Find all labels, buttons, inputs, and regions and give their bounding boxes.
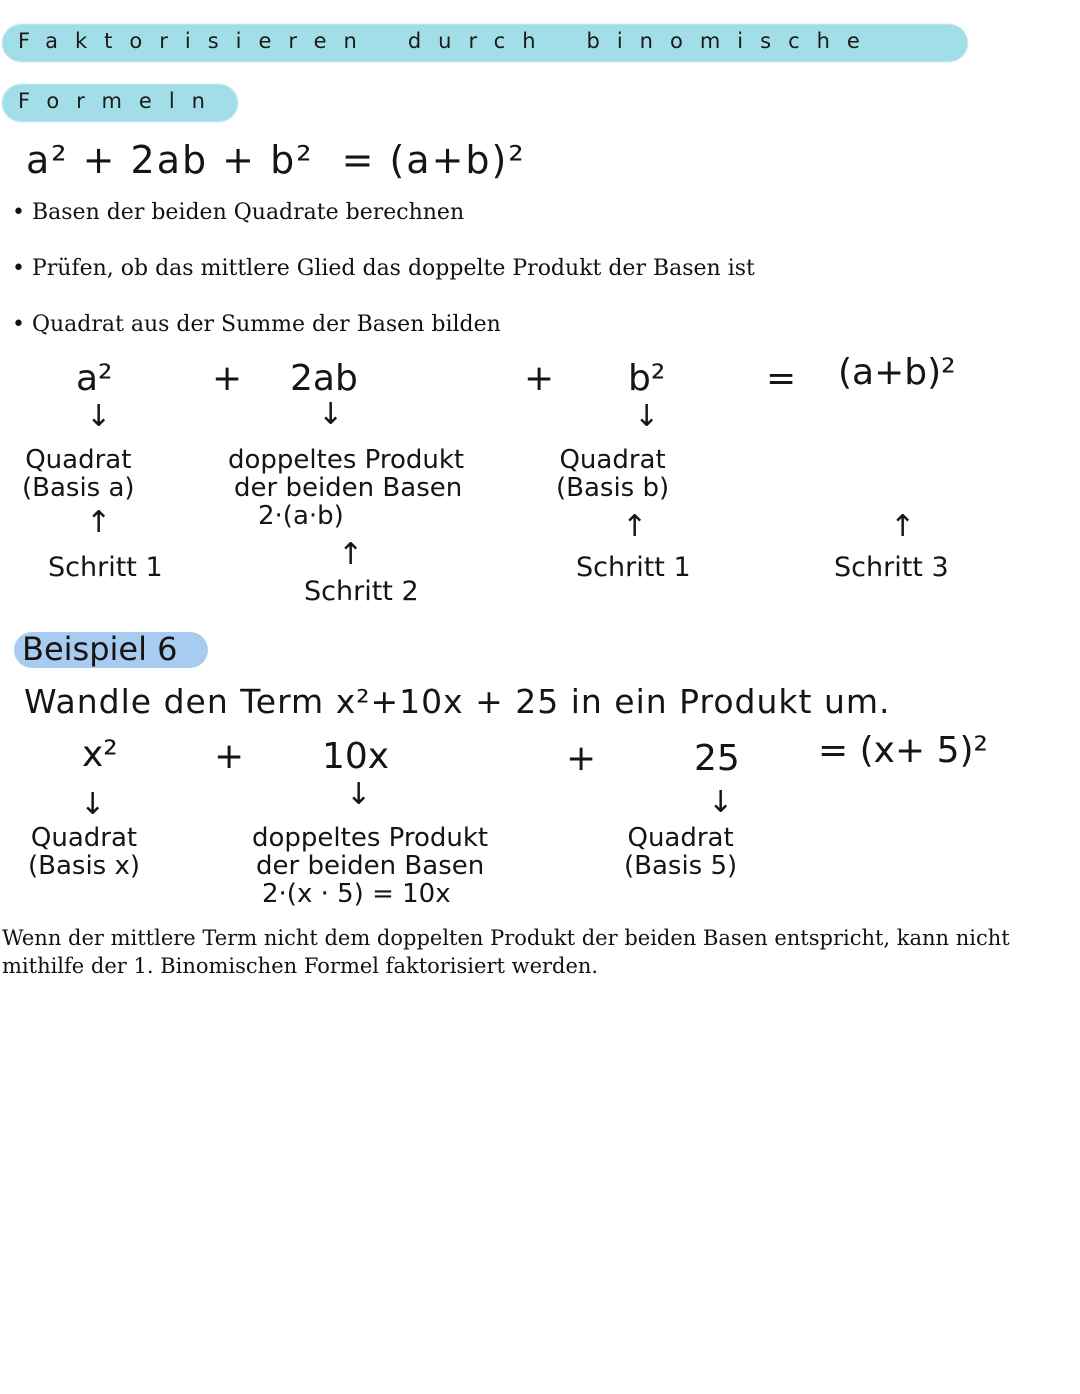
bullet-1: • Basen der beiden Quadrate berechnen	[12, 200, 465, 225]
example-task: Wandle den Term x²+10x + 25 in ein Produkt um.	[24, 682, 891, 721]
term-plus-1: +	[212, 358, 243, 399]
arrow-down-icon: ↓	[708, 785, 734, 820]
step-label: Schritt 1	[48, 552, 163, 583]
arrow-down-icon: ↓	[634, 399, 660, 434]
step-label: Schritt 2	[304, 576, 419, 607]
title-line-2	[2, 78, 238, 124]
example-label-quadrat-5: Quadrat (Basis 5)	[624, 823, 738, 881]
example-term-plus-1: +	[214, 736, 245, 777]
step-label: Schritt 3	[834, 552, 949, 583]
term-a2: a²	[76, 358, 113, 399]
example-term-result: = (x+ 5)²	[818, 730, 988, 771]
example-term-25: 25	[694, 738, 740, 779]
main-formula-rhs: = (a+b)²	[341, 138, 526, 182]
main-formula-lhs: a² + 2ab + b²	[26, 138, 314, 182]
main-formula	[26, 138, 526, 182]
arrow-down-icon: ↓	[86, 399, 112, 434]
example-term-x2: x²	[82, 734, 118, 775]
example-term-10x: 10x	[322, 736, 390, 777]
arrow-down-icon: ↓	[80, 787, 106, 822]
label-quadrat-b: Quadrat (Basis b)	[556, 445, 670, 503]
arrow-up-icon: ↑	[338, 537, 364, 572]
title-word-4: Formeln	[18, 89, 222, 113]
term-result: (a+b)²	[838, 352, 956, 393]
example-label-doppeltes-produkt: doppeltes Produkt der beiden Basen 2·(x · 5) = 10x	[252, 823, 489, 909]
bullet-2: • Prüfen, ob das mittlere Glied das doppelte Produkt der Basen ist	[12, 256, 755, 281]
title-word-1: Faktorisieren	[18, 29, 374, 53]
term-equals: =	[766, 358, 797, 399]
label-quadrat-a: Quadrat (Basis a)	[22, 445, 135, 503]
note-paragraph: Wenn der mittlere Term nicht dem doppelten Produkt der beiden Basen entspricht, kann nicht mithilfe der 1. Binomischen Formel faktorisiert werden.	[2, 926, 1010, 978]
step-label: Schritt 1	[576, 552, 691, 583]
title-word-3: binomische	[586, 29, 877, 53]
title-line-1	[2, 18, 968, 64]
example-title: Beispiel 6	[22, 630, 178, 668]
example-label-quadrat-x: Quadrat (Basis x)	[28, 823, 141, 881]
arrow-up-icon: ↑	[86, 505, 112, 540]
example-term-plus-2: +	[566, 738, 597, 779]
term-plus-2: +	[524, 358, 555, 399]
label-doppeltes-produkt: doppeltes Produkt der beiden Basen 2·(a·b)	[228, 445, 465, 531]
arrow-up-icon: ↑	[622, 509, 648, 544]
arrow-down-icon: ↓	[346, 777, 372, 812]
arrow-up-icon: ↑	[890, 509, 916, 544]
bullet-3: • Quadrat aus der Summe der Basen bilden	[12, 312, 501, 337]
arrow-down-icon: ↓	[318, 397, 344, 432]
term-b2: b²	[628, 358, 666, 399]
title-word-2: durch	[407, 29, 553, 53]
term-2ab: 2ab	[290, 358, 358, 399]
